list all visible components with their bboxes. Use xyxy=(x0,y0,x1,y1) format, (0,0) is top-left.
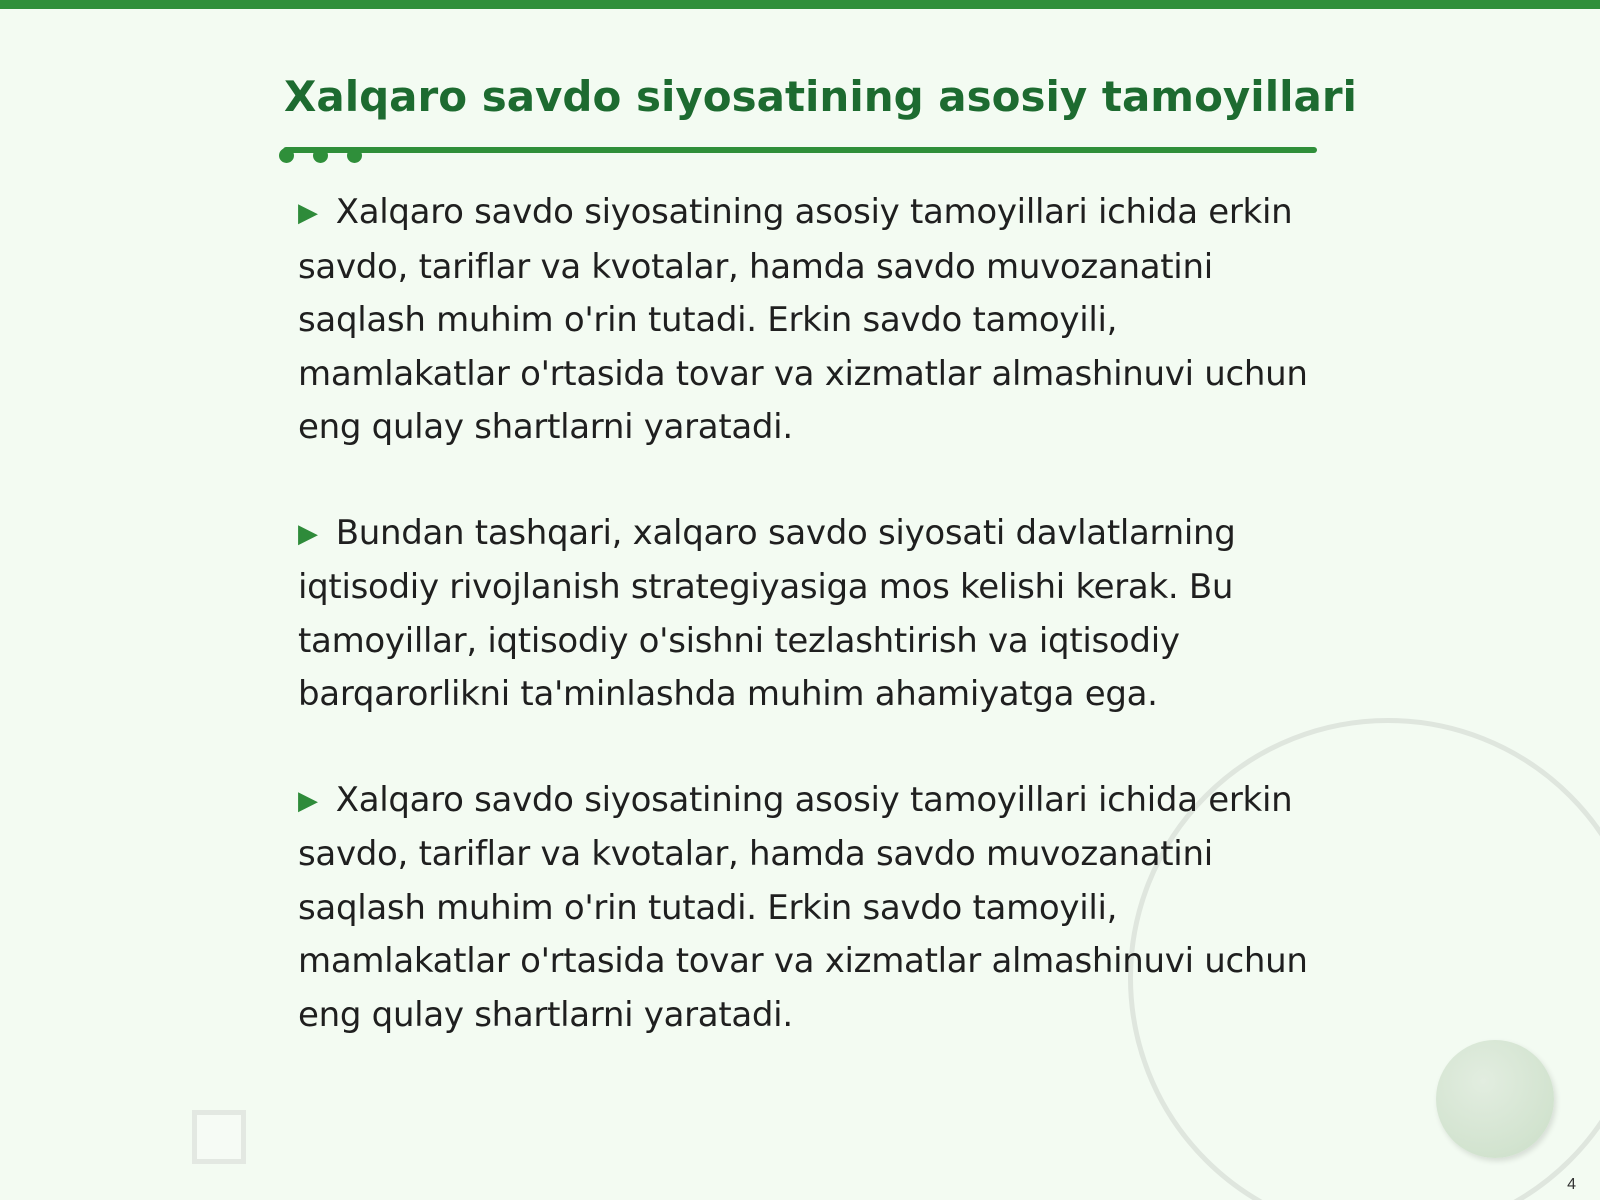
page-number: 4 xyxy=(1567,1176,1576,1193)
triangle-right-icon: ▶ xyxy=(298,198,318,228)
triangle-right-icon: ▶ xyxy=(298,785,318,816)
bullet-paragraph xyxy=(298,186,1308,455)
top-accent-bar xyxy=(0,0,1600,9)
bullet-text: Xalqaro savdo siyosatining asosiy tamoyillari ichida erkin savdo, tariflar va kvotalar, hamda savdo muvozanatini saqlash muhim o'rin tutadi. Erkin savdo tamoyili, mamlakatlar o'rtasida tovar va xizmatlar almashinuvi uchun eng qulay shartlarni yaratadi. xyxy=(298,192,1308,447)
title-underline xyxy=(283,147,1317,153)
underline-dot xyxy=(347,148,362,163)
underline-dot xyxy=(313,148,328,163)
bullet-text: Xalqaro savdo siyosatining asosiy tamoyillari ichida erkin savdo, tariflar va kvotalar, hamda savdo muvozanatini saqlash muhim o'rin tutadi. Erkin savdo tamoyili, mamlakatlar o'rtasida tovar va xizmatlar almashinuvi uchun eng qulay shartlarni yaratadi. xyxy=(298,779,1308,1035)
underline-dot xyxy=(279,148,294,163)
decorative-square xyxy=(192,1110,246,1164)
bullet-paragraph xyxy=(298,507,1308,722)
triangle-right-icon: ▶ xyxy=(298,518,318,549)
bullet-paragraph xyxy=(298,774,1308,1043)
bullet-list xyxy=(298,186,1308,1042)
bullet-text: Bundan tashqari, xalqaro savdo siyosati davlatlarning iqtisodiy rivojlanish strategiyasiga mos kelishi kerak. Bu tamoyillar, iqtisodiy o'sishni tezlashtirish va iqtisodiy barqarorlikni ta'minlashda muhim ahamiyatga ega. xyxy=(298,512,1236,714)
slide-title: Xalqaro savdo siyosatining asosiy tamoyillari xyxy=(284,72,1357,121)
decorative-disc xyxy=(1436,1040,1554,1158)
